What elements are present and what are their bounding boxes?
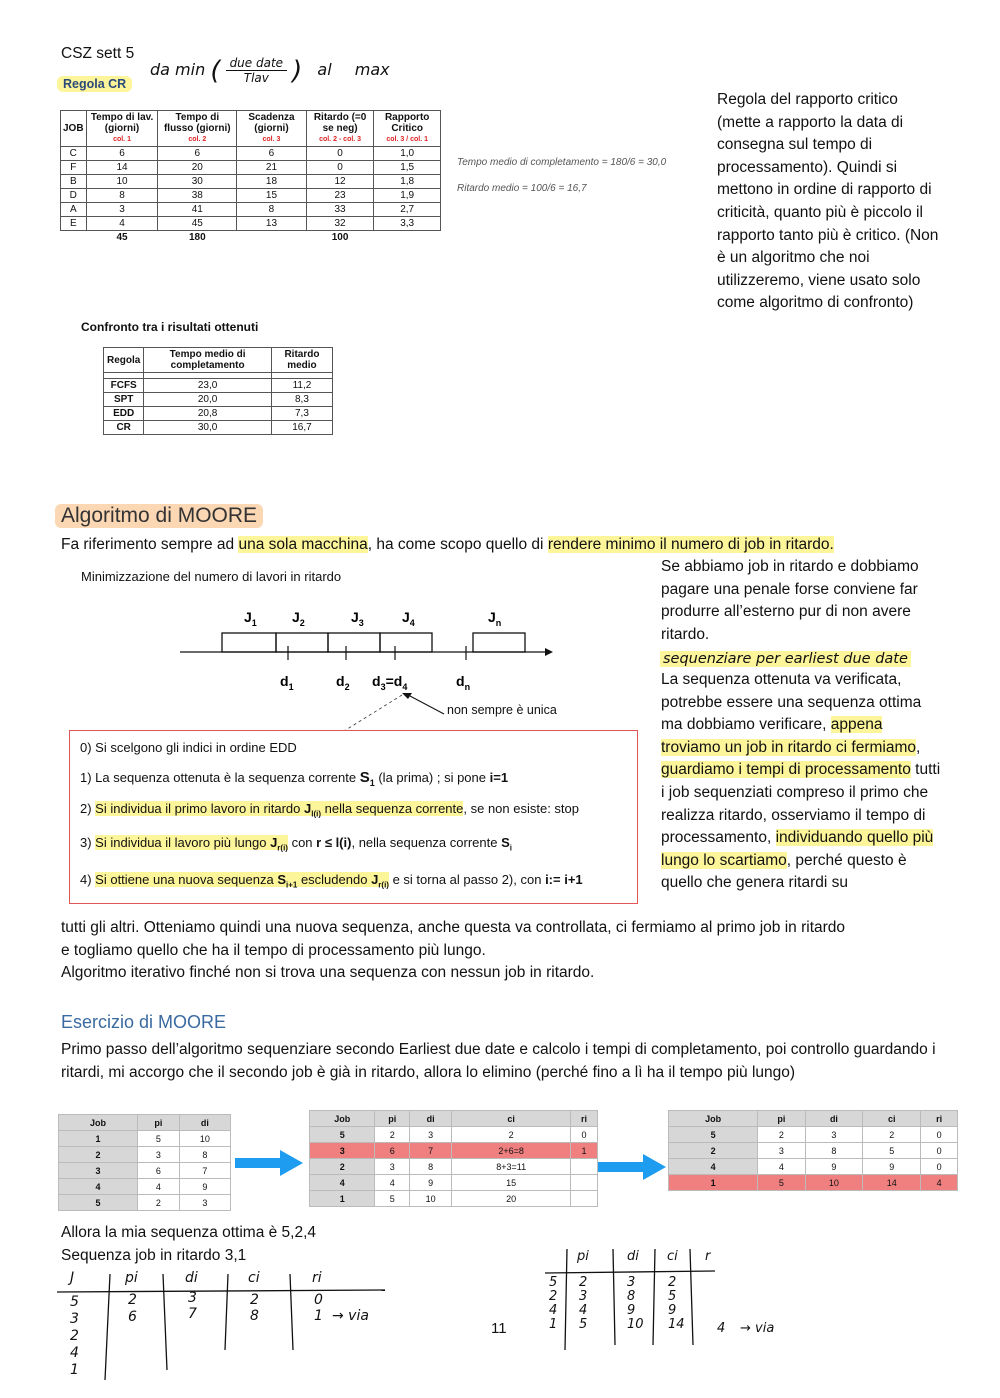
table-cell: 3,3 [374,217,441,231]
table-header: Rapporto Critico col. 3 / col. 1 [374,111,441,147]
hand-arrow-via: → via [332,1308,369,1324]
table-row [59,1195,231,1211]
table-cell: 8 [410,1159,452,1175]
job-bar-3 [328,633,380,652]
table-cell: 18 [237,175,307,189]
step-0 [80,740,297,755]
step-4-highlight: Si ottiene una nuova sequenza $S_{i+1}$ escludendo $J_{r(i)}$ [95,872,389,890]
table-cell: 10 [86,175,158,189]
due-label-34: $d_3=d_4$ [372,673,408,692]
step-4-num: 4) [80,872,96,887]
table-cell: 3 [310,1143,375,1159]
intro-highlight-goal: rendere minimo il numero di job in ritardo. [547,536,834,553]
side-p2-a: La sequenza ottenuta va verificata, potrebbe essere una sequenza ottima ma dobbiamo verificare, [661,671,922,734]
table-header: di [805,1111,863,1127]
handwritten-edd: sequenziare per earliest due date [660,651,911,667]
table-row [59,1179,231,1195]
hand-cell-c: 9 [668,1303,677,1318]
hand-cell-d: 10 [627,1317,644,1332]
table-header: Job [669,1111,758,1127]
table-cell: 3 [805,1127,863,1143]
hand-cell-c: 2 [668,1275,677,1290]
table-cell [571,1175,598,1191]
hand-cell-j: 5 [549,1275,558,1290]
header-sub: col. 3 [262,136,281,143]
table-cell: 5 [138,1131,180,1147]
intro-text-mid: , ha come scopo quello di [367,536,548,553]
hand-cell-j: 1 [549,1317,558,1332]
table-cell: 38 [158,189,237,203]
rule-label: Regola CR [57,76,132,92]
table-cell: 2 [310,1159,375,1175]
intro-text: Fa riferimento sempre ad [61,536,239,553]
table-cell: 3 [410,1127,452,1143]
table-header: ri [921,1111,958,1127]
table-row [310,1175,598,1191]
total-cell [237,231,307,245]
hand-cell-p: 4 [579,1303,588,1318]
side-p2-b: , [916,738,921,756]
cr-table [60,110,441,244]
hand-cell-j: 2 [549,1289,558,1304]
table-cell: 4 [921,1175,958,1191]
table-cell: 1,9 [374,189,441,203]
table-row [59,1131,231,1147]
table-row [310,1143,598,1159]
hand-header: J [70,1270,75,1286]
table-row [669,1143,958,1159]
step-3: 3) Si individua il lavoro più lungo $J_{r(i)}$ con r ≤ l(i), nella sequenza corrente $S_i$ [80,835,512,853]
total-cell: 45 [116,232,128,243]
job-bar-2 [276,633,328,652]
hand-cell-d: 3 [188,1290,197,1306]
table-cell: 14 [86,161,158,175]
table-cell: EDD [104,407,144,421]
table-cell: 5 [669,1127,758,1143]
table-cell: 8 [805,1143,863,1159]
table-cell: 6 [138,1163,180,1179]
table-cell: 16,7 [271,421,332,435]
total-cell [374,231,441,245]
table-cell: 5 [758,1175,805,1191]
table-row [104,407,333,421]
due-label-n: $d_n$ [456,673,471,692]
table-header: Tempo di lav. (giorni) col. 1 [86,111,158,147]
table-header: Regola [104,348,144,373]
side-p2-d: , perché questo è quello che genera ritardi su [661,851,907,892]
table-cell: 0 [921,1127,958,1143]
table-cell: 0 [306,147,374,161]
table-row [61,147,441,161]
cont-line-2: e togliamo quello che ha il tempo di processamento più lungo. [61,941,486,959]
arrow-icon [598,1152,668,1182]
job-label-3: $J_3$ [351,609,364,628]
total-cell [61,231,87,245]
table-cell: 8+3=11 [452,1159,571,1175]
table-cell: 30 [158,175,237,189]
hand-cell-j: 4 [549,1303,558,1318]
result-line-2: Sequenza job in ritardo 3,1 [61,1247,247,1264]
table-cell [571,1191,598,1207]
step-3-highlight: Si individua il lavoro più lungo $J_{r(i)}$ [95,835,288,853]
side-p2-hl3: individuando quello più lungo lo scartiamo [661,829,934,869]
step-1: 1) La sequenza ottenuta è la sequenza corrente $S_1$ (la prima) ; si pone i=1 [80,769,509,788]
hand-cell-j: 4 [70,1345,79,1361]
side-p2-hl2: guardiamo i tempi di processamento [661,761,911,779]
hand-cell-r: 0 [314,1292,323,1308]
table-header: ri [571,1111,598,1127]
exercise-table-2 [309,1110,598,1207]
table-cell: 6 [237,147,307,161]
table-cell: 7 [179,1163,230,1179]
table-cell: 21 [237,161,307,175]
header-sub: col. 2 - col. 3 [319,136,362,143]
moore-side-note-1: Se abbiamo job in ritardo e dobbiamo pagare una penale forse conviene far produrre all’esterno pur di non avere ritardo. [661,558,919,643]
table-cell: 23 [306,189,374,203]
table-cell: 23,0 [144,379,272,393]
table-cell: B [61,175,87,189]
table-cell: 3 [758,1143,805,1159]
table-cell: 5 [310,1127,375,1143]
table-cell: 20 [452,1191,571,1207]
table-row [61,161,441,175]
table-row [104,421,333,435]
table-cell: 20,0 [144,393,272,407]
hand-table-1 [60,1270,400,1395]
job-label-4: $J_4$ [402,609,415,628]
table-cell: 6 [375,1143,410,1159]
hand-cell-c: 5 [668,1289,677,1304]
total-cell: 180 [188,232,206,243]
table-cell: 45 [158,217,237,231]
hand-cell-p: 2 [579,1275,588,1290]
table-cell: 4 [758,1159,805,1175]
table-header: Tempo medio di completamento [144,348,272,373]
step-2-num: 2) [80,801,96,816]
table-cell: 4 [59,1179,138,1195]
hand-cell-p: 2 [128,1292,137,1308]
hand-cell-d: 3 [627,1275,636,1290]
table-cell: FCFS [104,379,144,393]
table-cell: 2 [669,1143,758,1159]
table-cell [571,1159,598,1175]
table-cell: SPT [104,393,144,407]
due-label-1: $d_1$ [280,673,294,692]
hand-table-2 [535,1245,835,1355]
hand-cell-d: 9 [627,1303,636,1318]
table-header: Scadenza (giorni) col. 3 [237,111,307,147]
step-1-text: 1) La sequenza ottenuta è la sequenza corrente [80,770,360,785]
table-header: di [410,1111,452,1127]
table-row [61,175,441,189]
table-cell: 1,5 [374,161,441,175]
intro-highlight-machine: una sola macchina [238,536,368,553]
table-cell: D [61,189,87,203]
table-cell: 12 [306,175,374,189]
table-cell: 10 [805,1175,863,1191]
moore-heading: Algoritmo di MOORE [55,504,263,528]
hand-cell-r: 1 [314,1308,323,1324]
table-cell: 8 [237,203,307,217]
total-cell: 100 [331,232,349,243]
table-cell: 5 [863,1143,921,1159]
moore-intro [61,534,834,557]
table-cell: C [61,147,87,161]
result-line-1: Allora la mia sequenza ottima è 5,2,4 [61,1224,317,1241]
table-cell: 7,3 [271,407,332,421]
table-cell: 14 [863,1175,921,1191]
comparison-table [103,347,333,435]
table-header: ci [863,1111,921,1127]
table-cell: 7 [410,1143,452,1159]
table-cell: 33 [306,203,374,217]
table-row [669,1175,958,1191]
page-title: CSZ sett 5 [61,45,135,62]
table-row [669,1127,958,1143]
table-row [61,203,441,217]
step-4: 4) Si ottiene una nuova sequenza $S_{i+1}$ escludendo $J_{r(i)}$ e si torna al passo 2), con i:= i+1 [80,872,583,890]
hand-header: pi [125,1270,138,1286]
header-sub: col. 1 [113,136,131,143]
hand-header: ri [312,1270,322,1286]
table-row [59,1163,231,1179]
table-cell: 4 [310,1175,375,1191]
table-cell: 5 [59,1195,138,1211]
header-sub: col. 2 [188,136,207,143]
hand-cell-d: 8 [627,1289,636,1304]
table-cell: 1 [669,1175,758,1191]
hand-cell-p: 5 [579,1317,588,1332]
moore-side-note-2 [661,669,946,895]
step-0-text: 0) Si scelgono gli indici in ordine EDD [80,740,297,755]
hand-cell-c: 14 [668,1317,685,1332]
table-row [310,1127,598,1143]
table-cell: 2 [863,1127,921,1143]
job-label-n: $J_n$ [488,609,502,628]
job-bar-n [473,633,525,652]
table-cell: 13 [237,217,307,231]
exercise-table-1 [58,1114,231,1211]
table-cell: 2 [758,1127,805,1143]
step-3-num: 3) [80,835,96,850]
table-header: JOB [61,111,87,147]
due-label-2: $d_2$ [336,673,350,692]
table-cell: 2 [452,1127,571,1143]
hand-cell-p: 3 [579,1289,588,1304]
hand-cell-j: 3 [70,1311,79,1327]
table-cell: 6 [158,147,237,161]
table-row [104,379,333,393]
table-cell: 3 [375,1159,410,1175]
table-cell: 1 [310,1191,375,1207]
not-unique-note: non sempre è unica [447,703,557,717]
table-cell: 32 [306,217,374,231]
table-cell: 1 [571,1143,598,1159]
table-header: Job [59,1115,138,1131]
table-header: di [179,1115,230,1131]
table-cell: 0 [921,1143,958,1159]
job-label-1: $J_1$ [244,609,257,628]
table-header: ci [452,1111,571,1127]
step-2: 2) Si individua il primo lavoro in ritardo $J_{l(i)}$ nella sequenza corrente, se non esiste: stop [80,801,579,819]
table-header: pi [138,1115,180,1131]
handwritten-formula: da min ( due date Tlav ) al max [150,56,390,86]
table-cell: 1,8 [374,175,441,189]
table-row [61,189,441,203]
table-cell: 30,0 [144,421,272,435]
table-cell: 2,7 [374,203,441,217]
table-cell: 1,0 [374,147,441,161]
hand-header: pi [577,1249,589,1264]
table-header: Ritardo (=0 se neg) col. 2 - col. 3 [306,111,374,147]
step-2-highlight: Si individua il primo lavoro in ritardo $J_{l(i)}$ nella sequenza corrente [95,801,464,819]
table-cell: 11,2 [271,379,332,393]
table-cell: 9 [410,1175,452,1191]
hand-cell-j: 5 [70,1294,79,1310]
job-label-2: $J_2$ [292,609,305,628]
hand-header: di [627,1249,639,1264]
table-cell: 41 [158,203,237,217]
side-p2-hl1: appena troviamo un job in ritardo ci fermiamo [661,716,916,756]
table-cell: A [61,203,87,217]
table-row [310,1191,598,1207]
table-cell: 3 [179,1195,230,1211]
table-cell: 3 [86,203,158,217]
table-cell: 4 [86,217,158,231]
table-cell: 10 [179,1131,230,1147]
table-cell: 0 [571,1127,598,1143]
page-number: 11 [491,1320,507,1337]
hand-header: ci [667,1249,678,1264]
table-row [310,1159,598,1175]
table-cell: 1 [59,1131,138,1147]
diagram-title: Minimizzazione del numero di lavori in ritardo [81,569,342,584]
table-cell: 0 [306,161,374,175]
moore-continuation [61,917,961,985]
hand-cell-p: 6 [128,1309,137,1325]
table-row [61,217,441,231]
table-row [669,1159,958,1175]
table-row [104,393,333,407]
arrow-icon [235,1148,305,1178]
table-header: pi [375,1111,410,1127]
gantt-diagram [170,600,630,730]
job-bar-4 [380,633,432,652]
delay-note: Ritardo medio = 100/6 = 16,7 [457,183,587,194]
table-cell: 9 [863,1159,921,1175]
table-cell: 4 [375,1175,410,1191]
totals-row [61,231,441,245]
table-cell: F [61,161,87,175]
table-cell: 0 [921,1159,958,1175]
table-cell: 15 [452,1175,571,1191]
table-cell: 10 [410,1191,452,1207]
hand-cell-j: 1 [70,1362,79,1378]
table-header: Ritardo medio [271,348,332,373]
hand-header: r [705,1249,711,1264]
hand-cell-j: 2 [70,1328,79,1344]
cr-side-note: Regola del rapporto critico (mette a rapporto la data di consegna sul tempo di processamento). Quindi si mettono in ordine di rapporto di criticità, quanto più è piccolo il rapporto tanto più è critico. (Non è un algoritmo che noi utilizzeremo, viene usato solo come algoritmo di confronto) [717,91,939,312]
completion-note: Tempo medio di completamento = 180/6 = 30,0 [457,157,667,168]
header-sub: col. 3 / col. 1 [386,136,428,143]
table-cell: 20 [158,161,237,175]
exercise-heading: Esercizio di MOORE [61,1012,227,1032]
hand-cell-c: 2 [250,1292,259,1308]
table-cell: E [61,217,87,231]
table-cell: 20,8 [144,407,272,421]
hand-header: ci [248,1270,260,1286]
side-p2-c: tutti i job sequenziati compreso il primo che realizza ritardo, osserviamo il tempo di processamento, [661,761,941,847]
table-cell: 3 [138,1147,180,1163]
table-cell: 2 [59,1147,138,1163]
cont-line-3: Algoritmo iterativo finché non si trova una sequenza con nessun job in ritardo. [61,964,595,982]
hand-cell-d: 7 [188,1306,197,1322]
cont-line-1: tutti gli altri. Otteniamo quindi una nuova sequenza, anche questa va controllata, ci fermiamo al primo job in ritardo [61,919,846,936]
exercise-table-3 [668,1110,958,1191]
hand-arrow-via: → via [740,1321,775,1336]
hand-header: di [185,1270,198,1286]
table-cell: 5 [375,1191,410,1207]
table-cell: 9 [805,1159,863,1175]
table-cell: 4 [138,1179,180,1195]
table-cell: 8,3 [271,393,332,407]
hand-cell-r: 4 [717,1321,726,1336]
comparison-title: Confronto tra i risultati ottenuti [81,320,259,334]
table-cell: 4 [669,1159,758,1175]
table-cell: 15 [237,189,307,203]
table-cell: CR [104,421,144,435]
table-header: Tempo di flusso (giorni) col. 2 [158,111,237,147]
table-cell: 8 [86,189,158,203]
table-cell: 9 [179,1179,230,1195]
exercise-text: Primo passo dell’algoritmo sequenziare secondo Earliest due date e calcolo i tempi di completamento, poi controllo guardando i ritardi, mi accorgo che il secondo job è già in ritardo, allora lo elimino (perché fino a lì ha il tempo più lungo) [61,1041,936,1081]
table-cell: 8 [179,1147,230,1163]
job-bar-1 [222,633,276,652]
table-cell: 2 [138,1195,180,1211]
table-cell: 6 [86,147,158,161]
table-cell: 3 [59,1163,138,1179]
table-cell: 2+6=8 [452,1143,571,1159]
table-header: Job [310,1111,375,1127]
table-header: pi [758,1111,805,1127]
hand-cell-c: 8 [250,1308,259,1324]
table-row [59,1147,231,1163]
table-cell: 2 [375,1127,410,1143]
